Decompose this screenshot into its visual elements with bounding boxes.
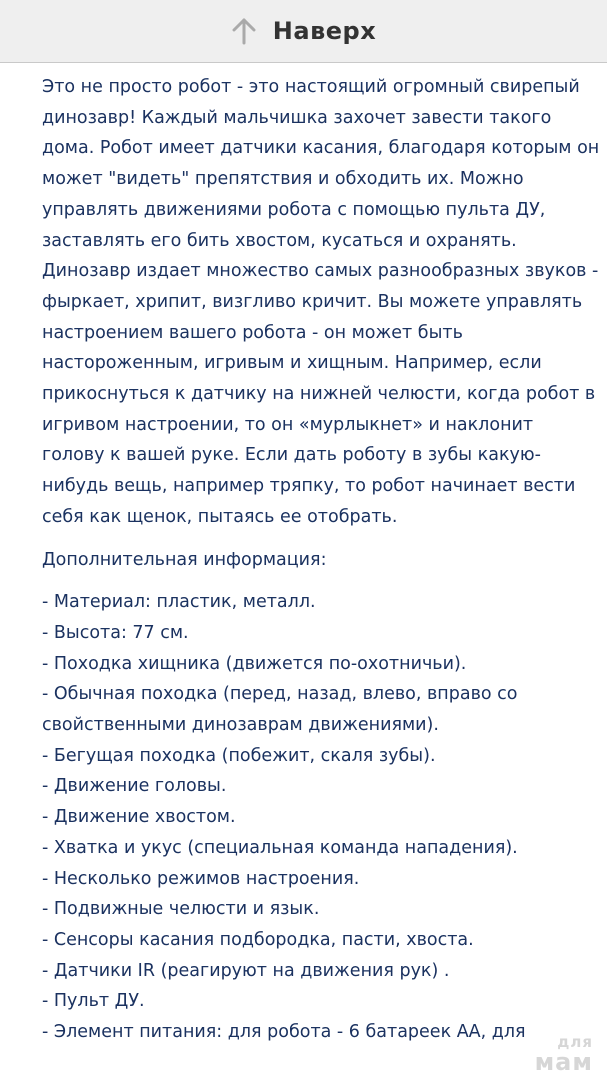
article-content: [42, 72, 600, 1051]
arrow-up-icon: [231, 17, 257, 45]
list-item: - Обычная походка (перед, назад, влево, вправо со свойственными динозаврам движениями).: [42, 684, 518, 736]
scroll-to-top-label: Наверх: [272, 17, 377, 45]
list-item: - Сенсоры касания подбородка, пасти, хвоста.: [42, 929, 474, 950]
list-item: - Движение хвостом.: [42, 807, 236, 828]
scroll-to-top-button[interactable]: [0, 0, 607, 63]
watermark-big-text: мам: [534, 1048, 593, 1076]
list-item: - Материал: пластик, металл.: [42, 592, 316, 613]
watermark-small-text: для: [557, 1033, 593, 1051]
list-item: - Высота: 77 см.: [42, 622, 189, 643]
list-item: - Несколько режимов настроения.: [42, 868, 360, 889]
list-item: - Походка хищника (движется по-охотничьи).: [42, 653, 467, 674]
list-item: - Пульт ДУ.: [42, 991, 145, 1012]
feature-list: [42, 587, 600, 1051]
list-item: - Подвижные челюсти и язык.: [42, 899, 320, 920]
list-item: - Датчики IR (реагируют на движения рук) .: [42, 960, 450, 981]
additional-info-heading: Дополнительная информация:: [42, 549, 327, 570]
list-item: - Элемент питания: для робота - 6 батареек АА, для: [42, 1022, 526, 1043]
list-item: - Бегущая походка (побежит, скаля зубы).: [42, 745, 436, 766]
site-watermark-logo: [535, 1035, 593, 1074]
product-description: Это не просто робот - это настоящий огромный свирепый динозавр! Каждый мальчишка захочет завести такого дома. Робот имеет датчики касания, благодаря которым он может "видеть" препятствия и обходить их. Можно управлять движениями робота с помощью пульта ДУ, заставлять его бить хвостом, кусаться и охранять. Динозавр издает множество самых разнообразных звуков - фыркает, хрипит, визгливо кричит. Вы можете управлять настроением вашего робота - он может быть настороженным, игривым и хищным. Например, если прикоснуться к датчику на нижней челюсти, когда робот в игривом настроении, то он «мурлыкнет» и наклонит голову к вашей руке. Если дать роботу в зубы какую-нибудь вещь, например тряпку, то робот начинает вести себя как щенок, пытаясь ее отобрать.: [42, 77, 600, 527]
list-item: - Хватка и укус (специальная команда нападения).: [42, 837, 518, 858]
list-item: - Движение головы.: [42, 776, 227, 797]
